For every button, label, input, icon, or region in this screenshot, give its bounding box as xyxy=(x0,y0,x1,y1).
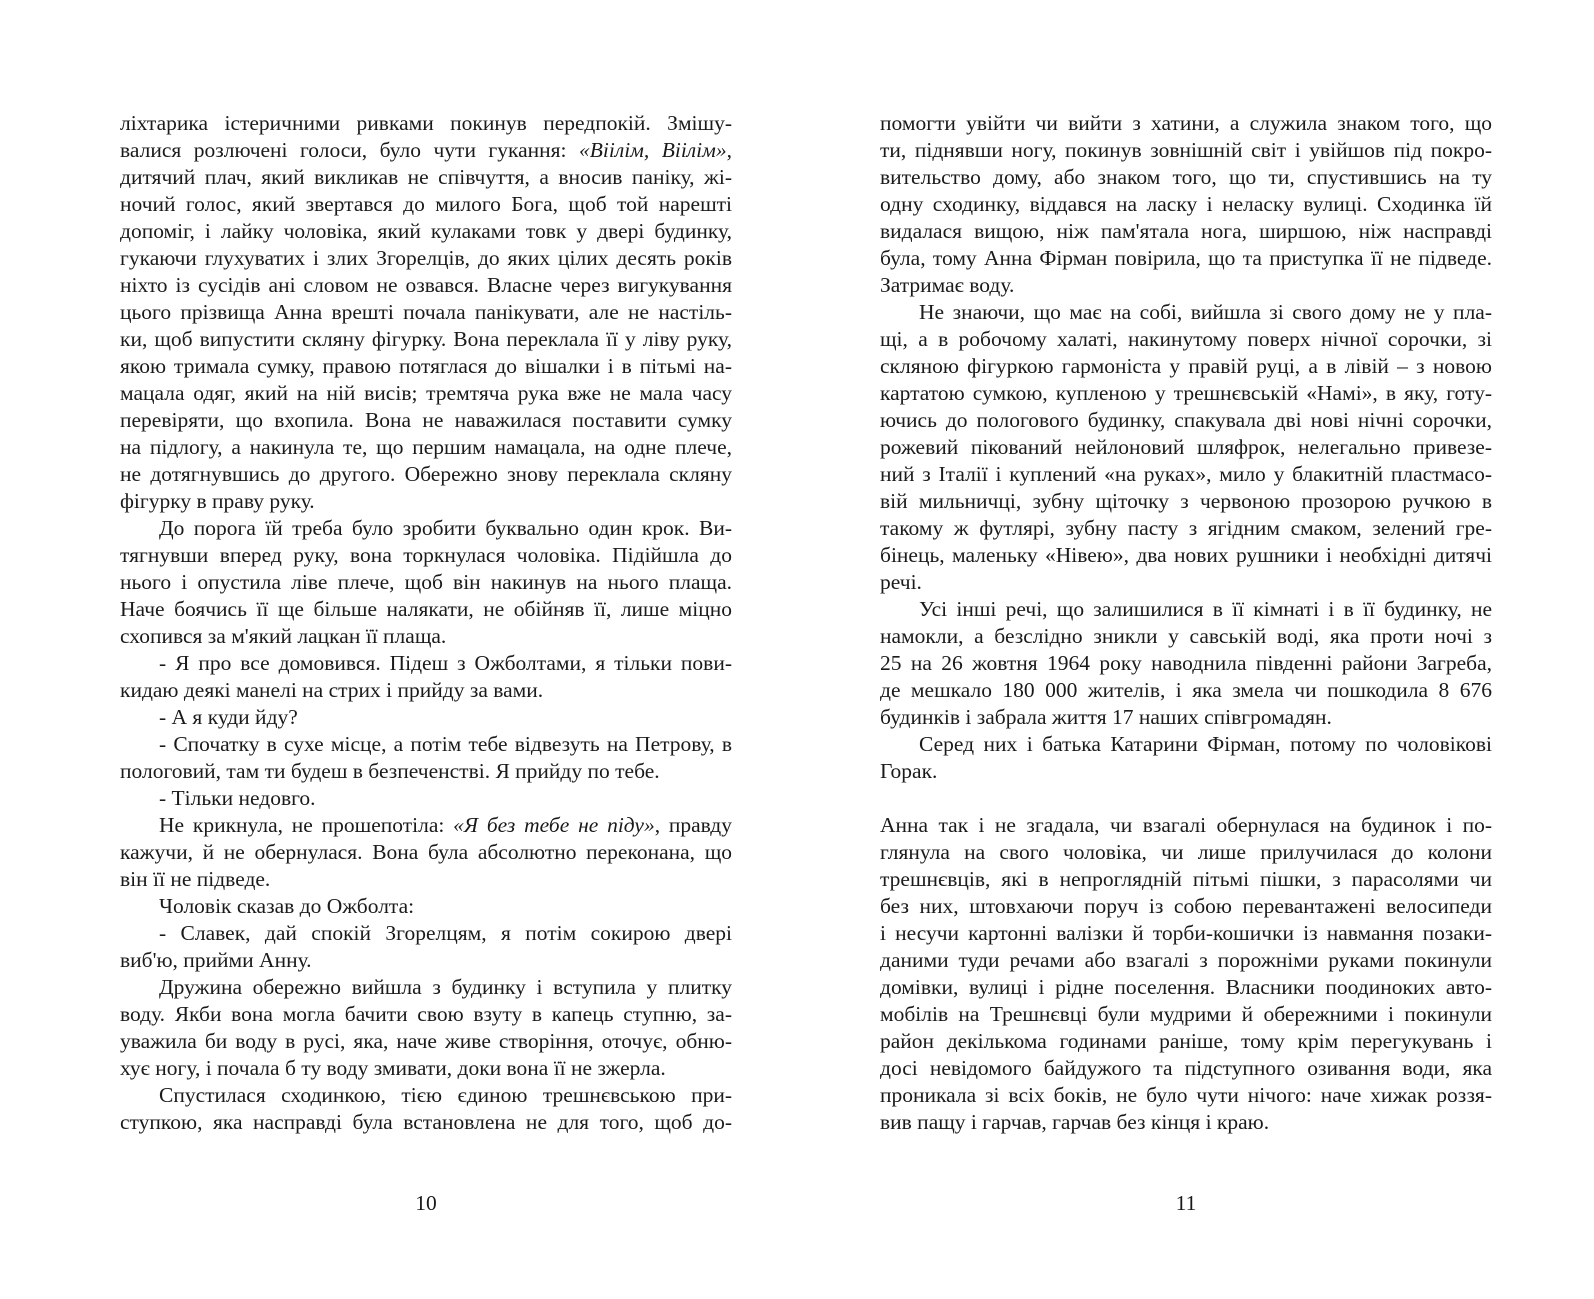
right-page-text xyxy=(880,110,1492,1136)
text-line: речі. xyxy=(880,570,922,594)
text-line: Дружина обережно вийшла з будинку і вступила у плитку xyxy=(159,975,732,999)
text-line: Серед них і батька Катарини Фірман, потому по чоловікові xyxy=(919,732,1492,756)
text-line: мобілів на Трешнєвці були мудрими й обережними і покинули xyxy=(880,1002,1492,1026)
text-line: де мешкало 180 000 жителів, і яка змела чи пошкодила 8 676 xyxy=(880,678,1492,702)
text-line: хує ногу, і почала б ту воду змивати, доки вона її не зжерла. xyxy=(120,1056,666,1080)
text-line: скляною фігуркою гармоніста у правій руці, а в лівій – з новою xyxy=(880,354,1492,378)
text-line: - Спочатку в сухе місце, а потім тебе відвезуть на Петрову, в xyxy=(159,732,732,756)
text-line: ти, піднявши ногу, покинув зовнішній світ і увійшов під покро- xyxy=(880,138,1492,162)
text-line: Анна так і не згадала, чи взагалі обернулася на будинок і по- xyxy=(880,813,1492,837)
text-line: щі, а в робочому халаті, накинутому поверх нічної сорочки, зі xyxy=(880,327,1492,351)
text-line: даними туди речами або взагалі з порожніми руками покинули xyxy=(880,948,1492,972)
text-line: нього і опустила ліве плече, щоб він накинув на нього плаща. xyxy=(120,570,732,594)
text-line: - Славек, дай спокій Згорелцям, я потім сокирою двері xyxy=(159,921,732,945)
text-line: Затримає воду. xyxy=(880,273,1015,297)
text-line: фігурку в праву руку. xyxy=(120,489,315,513)
text-line: Наче боячись її ще більше налякати, не обійняв її, лише міцно xyxy=(120,597,732,621)
text-line: мацала одяг, який на ній висів; тремтяча рука вже не мала часу xyxy=(120,381,732,405)
text-line: на підлогу, а накинула те, що першим намацала, на одне плече, xyxy=(120,435,732,459)
text-line: Горак. xyxy=(880,759,938,783)
text-line: ніхто із сусідів ані словом не озвався. Власне через вигукування xyxy=(120,273,732,297)
text-line: вив пащу і гарчав, гарчав без кінця і краю. xyxy=(880,1110,1270,1134)
right-page-number: 11 xyxy=(1175,1191,1197,1215)
text-line: допоміг, і лайку чоловіка, який кулаками товк у двері будинку, xyxy=(120,219,732,243)
text-line: ночий голос, який звертався до милого Бога, щоб той нарешті xyxy=(120,192,732,216)
text-line: цього прізвища Анна врешті почала панікувати, але не настіль- xyxy=(120,300,732,324)
text-line: ступкою, яка насправді була встановлена не для того, щоб до- xyxy=(120,1110,732,1134)
text-line: намокли, а безслідно зникли у савській воді, яка проти ночі з xyxy=(880,624,1492,648)
text-line: Чоловік сказав до Ожболта: xyxy=(159,894,415,918)
text-line: гукаючи глухуватих і злих Згорелців, до яких цілих десять років xyxy=(120,246,732,270)
text-line: якою тримала сумку, правою потяглася до вішалки і в пітьмі на- xyxy=(120,354,732,378)
text-line: глянула на свого чоловіка, чи лише прилучилася до колони xyxy=(880,840,1492,864)
text-line: район декількома годинами раніше, тому крім перегукувань і xyxy=(880,1029,1492,1053)
text-line: Спустилася сходинкою, тією єдиною трешнєвською при- xyxy=(159,1083,732,1107)
text-line xyxy=(880,785,1492,812)
text-line: і несучи картонні валізки й торби-кошички із навмання позаки- xyxy=(880,921,1492,945)
text-line: Усі інші речі, що залишилися в її кімнаті і в її будинку, не xyxy=(919,597,1492,621)
text-line: До порога їй треба було зробити буквально один крок. Ви- xyxy=(159,516,732,540)
text-line: трешнєвців, які в непроглядній пітьмі пішки, з парасолями чи xyxy=(880,867,1492,891)
text-line: досі невідомого байдужого та підступного озивання води, яка xyxy=(880,1056,1492,1080)
text-line: проникала зі всіх боків, не було чути нічого: наче хижак роззя- xyxy=(880,1083,1492,1107)
text-line: Не крикнула, не прошепотіла: «Я без тебе не піду», правду xyxy=(159,813,732,837)
text-line: не дотягнувшись до другого. Обережно знову переклала скляну xyxy=(120,462,732,486)
text-line: вій мильничці, зубну щіточку з червоною прозорою ручкою в xyxy=(880,489,1492,513)
text-line: без них, штовхаючи поруч із собою перевантажені велосипеди xyxy=(880,894,1492,918)
text-line: ки, щоб випустити скляну фігурку. Вона переклала її у ліву руку, xyxy=(120,327,732,351)
text-line: дитячий плач, який викликав не співчуття, а вносив паніку, жі- xyxy=(120,165,732,189)
right-page xyxy=(880,110,1492,1240)
text-line: була, тому Анна Фірман повірила, що та приступка її не підведе. xyxy=(880,246,1492,270)
text-line: 25 на 26 жовтня 1964 року наводнила південні райони Загреба, xyxy=(880,651,1492,675)
text-line: одну сходинку, віддався на ласку і неласку вулиці. Сходинка їй xyxy=(880,192,1492,216)
text-line: кажучи, й не обернулася. Вона була абсолютно переконана, що xyxy=(120,840,732,864)
text-line: воду. Якби вона могла бачити свою взуту в капець ступню, за- xyxy=(120,1002,732,1026)
text-line: - А я куди йду? xyxy=(159,705,298,729)
text-line: ний з Італії і куплений «на руках», мило у блакитній пластмасо- xyxy=(880,462,1492,486)
left-page-text xyxy=(120,110,732,1136)
text-line: Не знаючи, що має на собі, вийшла зі свого дому не у пла- xyxy=(919,300,1492,324)
text-line: картатою сумкою, купленою у трешнєвській «Намі», в яку, готу- xyxy=(880,381,1492,405)
left-page-number: 10 xyxy=(415,1191,437,1215)
text-line: тягнувши вперед руку, вона торкнулася чоловіка. Підійшла до xyxy=(120,543,732,567)
text-line: вительство дому, або знаком того, що ти, спустившись на ту xyxy=(880,165,1492,189)
text-line: рожевий пікований нейлоновий шляфрок, нелегально привезе- xyxy=(880,435,1492,459)
text-line: виб'ю, прийми Анну. xyxy=(120,948,312,972)
text-line: перевіряти, що вхопила. Вона не наважилася поставити сумку xyxy=(120,408,732,432)
text-line: - Тільки недовго. xyxy=(159,786,316,810)
text-line: видалася вищою, ніж пам'ятала нога, ширшою, ніж насправді xyxy=(880,219,1492,243)
text-line: валися розлючені голоси, було чути гукання: «Віiлім, Віiлім», xyxy=(120,138,732,162)
text-line: - Я про все домовився. Підеш з Ожболтами, я тільки пови- xyxy=(159,651,732,675)
text-line: помогти увійти чи вийти з хатини, а служила знаком того, що xyxy=(880,111,1492,135)
text-line: такому ж футлярі, зубну пасту з ягідним смаком, зелений гре- xyxy=(880,516,1492,540)
text-line: ліхтарика істеричними ривками покинув передпокій. Змішу- xyxy=(120,111,732,135)
text-line: уважила би воду в русі, яка, наче живе створіння, оточує, обню- xyxy=(120,1029,732,1053)
text-line: бінець, маленьку «Нівею», два нових рушники і необхідні дитячі xyxy=(880,543,1492,567)
text-line: схопився за м'який лацкан її плаща. xyxy=(120,624,447,648)
text-line: кидаю деякі манелі на стрих і прийду за вами. xyxy=(120,678,544,702)
text-line: будинків і забрала життя 17 наших співгромадян. xyxy=(880,705,1332,729)
text-line: ючись до пологового будинку, спакувала дві нові нічні сорочки, xyxy=(880,408,1492,432)
text-line: пологовий, там ти будеш в безпеченстві. Я прийду по тебе. xyxy=(120,759,660,783)
text-line: він її не підведе. xyxy=(120,867,271,891)
left-page xyxy=(120,110,732,1240)
text-line: домівки, вулиці і рідне поселення. Власники поодиноких авто- xyxy=(880,975,1492,999)
